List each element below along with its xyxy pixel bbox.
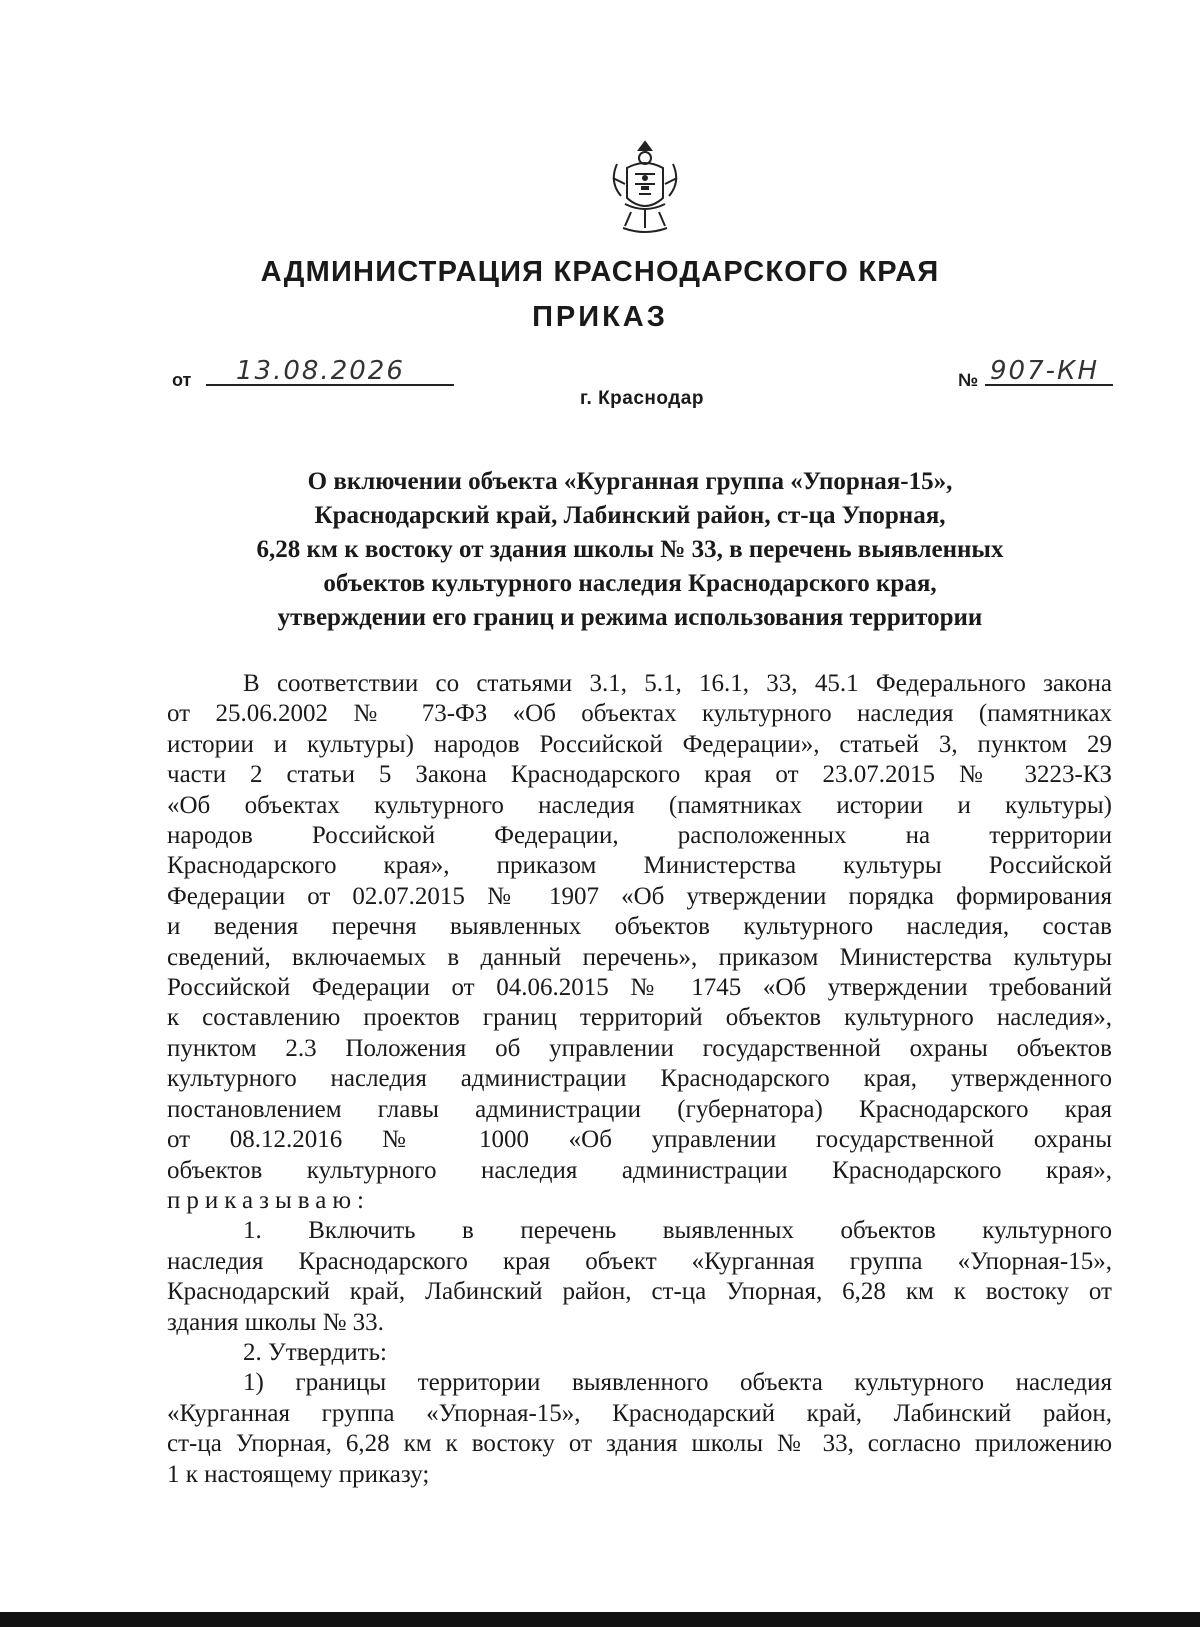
scan-edge-bar [0,1612,1200,1627]
body-line: ст-ца Упорная, 6,28 км к востоку от здания школы № 33, согласно приложению [167,1430,1112,1458]
body-line: постановлением главы администрации (губернатора) Краснодарского края [167,1095,1112,1123]
body-line: сведений, включаемых в данный перечень», приказом Министерства культуры [167,943,1112,971]
body-line: части 2 статьи 5 Закона Краснодарского края от 23.07.2015 № 3223-КЗ [167,761,1112,789]
date-label: от [172,370,192,390]
body-line: от 08.12.2016 № 1000 «Об управлении государственной охраны [167,1126,1112,1154]
city: г. Краснодар [580,388,704,409]
document-title [160,465,1100,635]
directive-word: приказываю: [167,1186,370,1214]
body-line: Краснодарского края», приказом Министерства культуры Российской [167,852,1112,880]
document-type: ПРИКАЗ [532,301,668,333]
handwritten-number: 907-КН [990,356,1100,386]
body-line: народов Российской Федерации, расположенных на территории [167,822,1112,850]
title-line: Краснодарский край, Лабинский район, ст-ца Упорная, [314,502,946,529]
body-line: к составлению проектов границ территорий объектов культурного наследия», [167,1004,1112,1032]
number-label: № [958,370,979,390]
document-body [167,669,1112,1490]
body-line: В соответствии со статьями 3.1, 5.1, 16.1, 33, 45.1 Федерального закона [243,670,1112,697]
body-line: культурного наследия администрации Краснодарского края, утвержденного [167,1065,1112,1093]
body-line: здания школы № 33. [167,1308,384,1336]
issuing-agency: АДМИНИСТРАЦИЯ КРАСНОДАРСКОГО КРАЯ [260,256,940,288]
body-line: Краснодарский край, Лабинский район, ст-ца Упорная, 6,28 км к востоку от [167,1278,1112,1306]
body-line: от 25.06.2002 № 73-ФЗ «Об объектах культурного наследия (памятниках [167,700,1112,728]
body-line: 1) границы территории выявленного объекта культурного наследия [243,1369,1112,1397]
body-line: объектов культурного наследия администрации Краснодарского края», [167,1156,1112,1184]
body-line: Федерации от 02.07.2015 № 1907 «Об утверждении порядка формирования [167,882,1112,910]
title-line: утверждении его границ и режима использования территории [277,604,983,631]
title-line: О включении объекта «Курганная группа «Упорная-15», [307,468,953,495]
body-line: Российской Федерации от 04.06.2015 № 1745 «Об утверждении требований [167,974,1112,1002]
body-line: истории и культуры) народов Российской Федерации», статьей 3, пунктом 29 [167,730,1112,758]
body-line: 1. Включить в перечень выявленных объектов культурного [243,1217,1112,1245]
title-line: 6,28 км к востоку от здания школы № 33, в перечень выявленных [256,536,1004,563]
handwritten-date: 13.08.2026 [236,356,405,386]
body-line: «Курганная группа «Упорная-15», Краснодарский край, Лабинский район, [167,1399,1112,1427]
title-line: объектов культурного наследия Краснодарского края, [323,570,937,597]
body-line: «Об объектах культурного наследия (памятниках истории и культуры) [167,791,1112,819]
body-line: и ведения перечня выявленных объектов культурного наследия, состав [167,913,1112,941]
body-line: 1 к настоящему приказу; [167,1460,430,1488]
body-line: наследия Краснодарского края объект «Курганная группа «Упорная-15», [167,1247,1112,1275]
coat-of-arms-icon [605,138,685,238]
body-line: 2. Утвердить: [243,1338,387,1366]
body-line: пунктом 2.3 Положения об управлении государственной охраны объектов [167,1034,1112,1062]
